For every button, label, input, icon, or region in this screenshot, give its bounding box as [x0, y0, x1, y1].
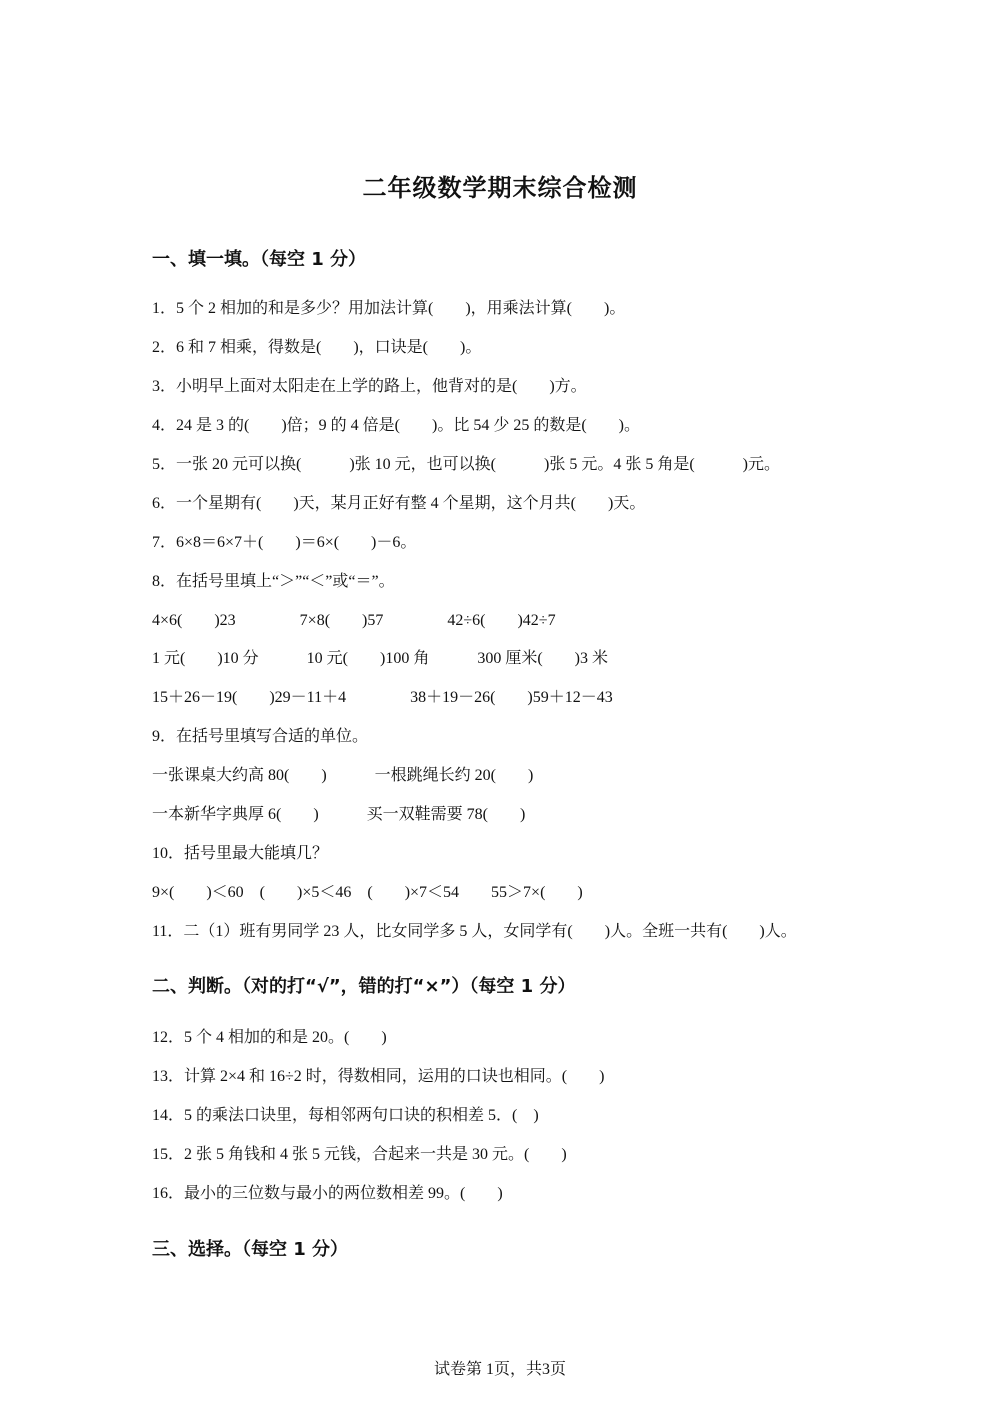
section-heading-judge: 二、判断。（对的打“√”，错的打“×”）（每空 1 分）	[152, 976, 576, 997]
question-line: 4．24 是 3 的( )倍；9 的 4 倍是( )。比 54 少 25 的数是( )。	[152, 417, 640, 434]
question-line: 6．一个星期有( )天，某月正好有整 4 个星期，这个月共( )天。	[152, 495, 646, 512]
question-line: 10．括号里最大能填几？	[152, 845, 329, 862]
question-line: 16．最小的三位数与最小的两位数相差 99。( )	[152, 1185, 503, 1202]
question-line: 14．5 的乘法口诀里，每相邻两句口诀的积相差 5．( )	[152, 1107, 539, 1124]
question-line: 7．6×8＝6×7＋( )＝6×( )－6。	[152, 534, 417, 551]
question-line: 12．5 个 4 相加的和是 20。( )	[152, 1029, 387, 1046]
question-line: 2．6 和 7 相乘，得数是( )，口诀是( )。	[152, 339, 482, 356]
question-line: 一张课桌大约高 80( ) 一根跳绳长约 20( )	[152, 767, 534, 784]
question-line: 13．计算 2×4 和 16÷2 时，得数相同，运用的口诀也相同。( )	[152, 1068, 605, 1085]
question-line: 一本新华字典厚 6( ) 买一双鞋需要 78( )	[152, 806, 526, 823]
question-line: 1．5 个 2 相加的和是多少？用加法计算( )，用乘法计算( )。	[152, 300, 626, 317]
section-heading-choose: 三、选择。（每空 1 分）	[152, 1239, 349, 1260]
question-line: 9×( )＜60 ( )×5＜46 ( )×7＜54 55＞7×( )	[152, 884, 583, 901]
question-line: 9．在括号里填写合适的单位。	[152, 728, 369, 745]
question-line: 8．在括号里填上“＞”“＜”或“＝”。	[152, 573, 395, 590]
question-line: 11．二（1）班有男同学 23 人，比女同学多 5 人，女同学有( )人。全班一共有( )人。	[152, 923, 797, 940]
page-title: 二年级数学期末综合检测	[362, 174, 638, 202]
page-footer: 试卷第 1页，共3页	[433, 1361, 566, 1378]
question-line: 3．小明早上面对太阳走在上学的路上，他背对的是( )方。	[152, 378, 587, 395]
section-heading-fill: 一、填一填。（每空 1 分）	[152, 249, 367, 270]
question-line: 15＋26－19( )29－11＋4 38＋19－26( )59＋12－43	[152, 689, 613, 706]
question-line: 5．一张 20 元可以换( )张 10 元，也可以换( )张 5 元。4 张 5 角是( )元。	[152, 456, 780, 473]
question-line: 15．2 张 5 角钱和 4 张 5 元钱，合起来一共是 30 元。( )	[152, 1146, 567, 1163]
question-line: 1 元( )10 分 10 元( )100 角 300 厘米( )3 米	[152, 650, 608, 667]
question-line: 4×6( )23 7×8( )57 42÷6( )42÷7	[152, 612, 556, 629]
